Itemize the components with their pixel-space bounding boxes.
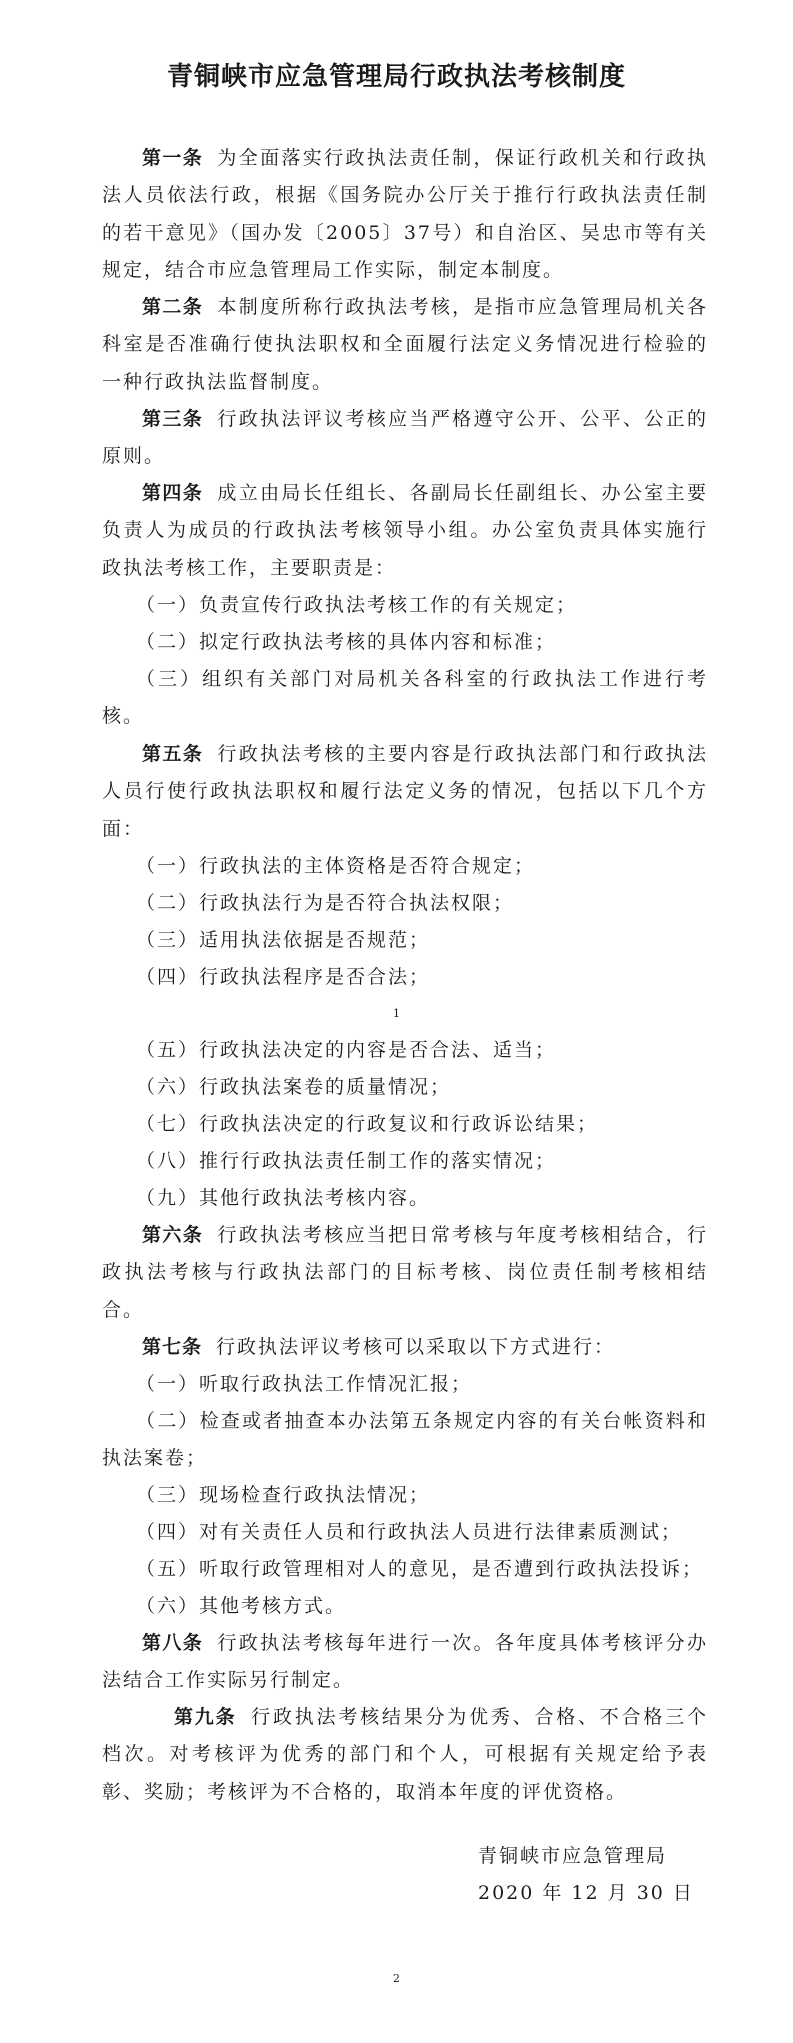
article-7-item-5: （五）听取行政管理相对人的意见，是否遭到行政执法投诉； xyxy=(136,1558,704,1580)
article-text: 行政执法考核每年进行一次。各年度具体考核评分办法结合工作实际另行制定。 xyxy=(102,1632,708,1692)
signature-org: 青铜峡市应急管理局 xyxy=(478,1845,668,1867)
article-5-item-4: （四）行政执法程序是否合法； xyxy=(136,966,431,988)
article-4 xyxy=(102,475,708,587)
article-text: 本制度所称行政执法考核，是指市应急管理局机关各科室是否准确行使执法职权和全面履行法定义务情况进行检验的一种行政执法监督制度。 xyxy=(102,296,708,393)
article-3 xyxy=(102,401,708,476)
article-text: 行政执法考核结果分为优秀、合格、不合格三个档次。对考核评为优秀的部门和个人，可根据有关规定给予表彰、奖励；考核评为不合格的，取消本年度的评优资格。 xyxy=(102,1706,708,1803)
article-text: 行政执法评议考核可以采取以下方式进行： xyxy=(216,1336,616,1358)
article-7-item-1: （一）听取行政执法工作情况汇报； xyxy=(136,1373,473,1395)
article-label: 第四条 xyxy=(142,482,204,504)
article-5-item-3: （三）适用执法依据是否规范； xyxy=(136,929,431,951)
article-label: 第五条 xyxy=(142,743,204,765)
article-label: 第六条 xyxy=(142,1224,204,1246)
article-5-item-7: （七）行政执法决定的行政复议和行政诉讼结果； xyxy=(136,1113,599,1135)
page-number: 2 xyxy=(393,1972,400,1985)
article-7-item-4: （四）对有关责任人员和行政执法人员进行法律素质测试； xyxy=(136,1521,683,1543)
article-label: 第九条 xyxy=(174,1706,237,1728)
article-8 xyxy=(102,1625,708,1700)
article-5-item-8: （八）推行行政执法责任制工作的落实情况； xyxy=(136,1150,557,1172)
article-label: 第二条 xyxy=(142,296,204,318)
article-7-item-3: （三）现场检查行政执法情况； xyxy=(136,1484,431,1506)
article-7 xyxy=(102,1329,708,1366)
article-text: 行政执法考核的主要内容是行政执法部门和行政执法人员行使行政执法职权和履行法定义务的情况，包括以下几个方面： xyxy=(102,743,708,840)
article-text: 行政执法考核应当把日常考核与年度考核相结合，行政执法考核与行政执法部门的目标考核、岗位责任制考核相结合。 xyxy=(102,1224,708,1321)
article-label: 第八条 xyxy=(142,1632,204,1654)
article-5 xyxy=(102,736,708,848)
article-5-item-5: （五）行政执法决定的内容是否合法、适当； xyxy=(136,1039,557,1061)
article-2 xyxy=(102,289,708,401)
article-text: 成立由局长任组长、各副局长任副组长、办公室主要负责人为成员的行政执法考核领导小组。办公室负责具体实施行政执法考核工作，主要职责是： xyxy=(102,482,708,579)
article-4-item-1: （一）负责宣传行政执法考核工作的有关规定； xyxy=(136,594,578,616)
article-6 xyxy=(102,1217,708,1329)
signature-date: 2020 年 12 月 30 日 xyxy=(478,1882,694,1904)
article-5-item-6: （六）行政执法案卷的质量情况； xyxy=(136,1076,452,1098)
article-5-item-2: （二）行政执法行为是否符合执法权限； xyxy=(136,892,515,914)
article-7-item-6: （六）其他考核方式。 xyxy=(136,1595,347,1617)
article-5-item-1: （一）行政执法的主体资格是否符合规定； xyxy=(136,855,536,877)
document-title: 青铜峡市应急管理局行政执法考核制度 xyxy=(166,62,626,92)
article-9 xyxy=(102,1699,708,1811)
article-7-item-2: （二）检查或者抽查本办法第五条规定内容的有关台帐资料和执法案卷； xyxy=(102,1410,708,1470)
article-text: 行政执法评议考核应当严格遵守公开、公平、公正的原则。 xyxy=(102,408,708,468)
article-text: 为全面落实行政执法责任制，保证行政机关和行政执法人员依法行政，根据《国务院办公厅关于推行行政执法责任制的若干意见》（国办发〔2005〕37号）和自治区、吴忠市等有关规定，结合市应急管理局工作实际，制定本制度。 xyxy=(102,147,708,281)
article-4-item-3: （三）组织有关部门对局机关各科室的行政执法工作进行考核。 xyxy=(102,668,708,728)
article-5-item-9: （九）其他行政执法考核内容。 xyxy=(136,1187,431,1209)
page-number: 1 xyxy=(393,1007,400,1020)
article-1 xyxy=(102,140,708,289)
article-4-item-2: （二）拟定行政执法考核的具体内容和标准； xyxy=(136,631,557,653)
article-label: 第三条 xyxy=(142,408,204,430)
article-label: 第一条 xyxy=(142,147,204,169)
article-label: 第七条 xyxy=(142,1336,203,1358)
